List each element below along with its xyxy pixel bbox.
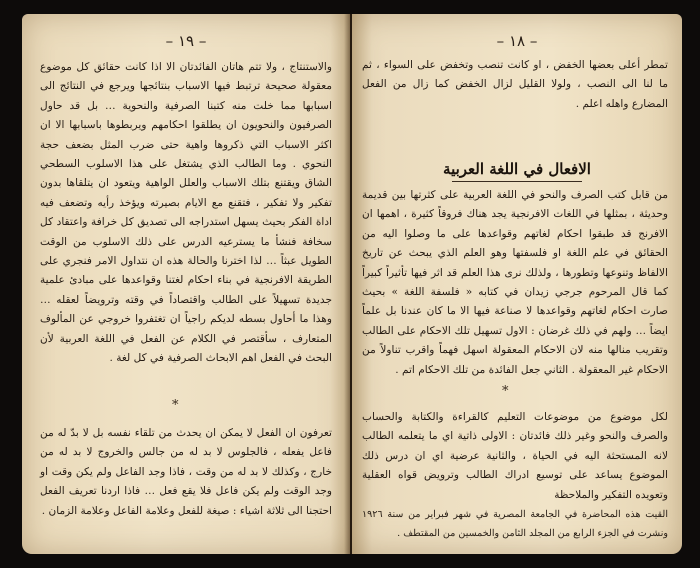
heading-underline — [452, 181, 582, 182]
right-paragraph-3 — [362, 408, 668, 544]
right-paragraph-1: تمطر أعلى بعضها الخفض ، او كانت تنصب وتخفض على السواء ، ثم ما لنا الى النصب ، ولولا القليل لزال الخفض كما زال من الفعل المضارع واهله اعلم . — [362, 59, 668, 110]
left-paragraph-1: والاستنتاج ، ولا تتم هاتان الفائدتان الا اذا كانت حقائق كل موضوع معقولة صحيحة ترتبط فيها الاسباب بنتائجها ويرجع في النتائج الى اسبابها مما خلت منه كتبنا الصرفية والنحوية … بل قد حاول الصرفيون والنحويون ان يطلقوا احكامهم ويربطوها باسبابها الا ان اكثر الاسباب التي ذكروها واهية حتى ضرب المثل بضعف حجة النحوي . وما الطالب الذي يشتغل على هذا الاسلوب السطحي الشاق ويقتنع بتلك الاسباب والعلل الواهية ويتعود ان يتلقاها بدون تفكير ولا تفكير ، فتقنع مع الايام بصيرته ويؤخذ رأيه وتضعف فيه اداة الفكر بحيث يسهل استدراجه الى تصديق كل خرافة واعتقاد كل سخافة فنشأ ما يسترعيه الدرس على ذلك الاسلوب من الوقت الطويل عبثاً … لذا اخترنا والحالة هذه ان نتداول الامر فنجري على الطريقة الافرنجية في بناء احكام لغتنا وقواعدها على مبادئ علمية جديدة تسهيلاً على الطالب واقتصاداً في وقته وترويضاً لعقله … وهذا ما أحاول بسطه لديكم راجياً ان تغتفروا خروجي عن المألوف المتعارف ، سأقتصر في الكلام عن الفعل في اللغة العربية لأن البحث في الفعل اهم الابحاث الصرفية في كل لغة . — [40, 61, 332, 365]
right-page — [352, 14, 682, 554]
footnote: القيت هذه المحاضرة في الجامعة المصرية في شهر فبراير من سنة ١٩٢٦ ونشرت في الجزء الرابع من المجلد الثامن والخمسين من المقتطف . — [362, 509, 668, 540]
right-page-number: – ١٨ – — [496, 32, 538, 50]
chapter-heading-text: الافعال في اللغة العربية — [443, 160, 591, 178]
section-divider: * — [172, 398, 179, 413]
left-paragraph-2: تعرفون ان الفعل لا يمكن ان يحدث من تلقاء نفسه بل لا بدّ له من فاعل يفعله ، فالجلوس لا بد له من جالس والخروج لا بد له من خارج ، وكذلك لا بد له من وقت ، فاذا وجد الفاعل ولم يكن وقت او وجد الوقت ولم يكن فاعل فلا يقع فعل … فاذا اردنا تعريف الفعل احتجنا الى ثلاثة اشياء : صيغة للفعل وعلامة الفاعل وعلامة الزمان . — [40, 427, 332, 517]
right-paragraph-2: من قابل كتب الصرف والنحو في اللغة العربية على كثرتها بين قديمة وحديثة ، بمثلها في اللغات الافرنجية يجد هناك فروقاً كثيرة ، اهمها ان الافرنج قد طبقوا احكام لغاتهم وقواعدها على ما وصلوا اليه من الحقائق في علم اللغة او فلسفتها وهو العلم الذي يبحث عن تاريخ الالفاظ وتنوعها وتطورها ، ولذلك نرى هذا العلم قد اثر فيها تأثيراً كبيراً كما قال المرحوم جرجي زيدان في كتابه « فلسفة اللغة » بحيث صارت احكام لغاتهم وقواعدها لا صناعة فيها الا ما كان عندنا بل علماً ايضاً … ولهم في ذلك غرضان : الاول تسهيل تلك الاحكام على الطالب وتقريب منالها منه لان الاحكام المعقولة اسهل فهماً واقرب تناولاً من الاحكام غير المعقولة . الثاني جعل الفائدة من تلك الاحكام اتم . — [362, 189, 668, 376]
section-divider: * — [502, 384, 509, 399]
left-page — [22, 14, 350, 554]
right-paragraph-3-body: لكل موضوع من موضوعات التعليم كالقراءة والكتابة والحساب والصرف والنحو وغير ذلك فائدتان : الاولى ذاتية اي ما يتعلمه الطالب لانه المستحثة اليه في الحياة ، والثانية عرضية اي ان درس ذلك الموضوع يساعد على توسيع ادراك الطالب وترويض قواه العقلية وتعويده التفكير والملاحظة — [362, 411, 668, 501]
left-page-number: – ١٩ – — [165, 32, 207, 50]
chapter-heading — [392, 160, 642, 182]
